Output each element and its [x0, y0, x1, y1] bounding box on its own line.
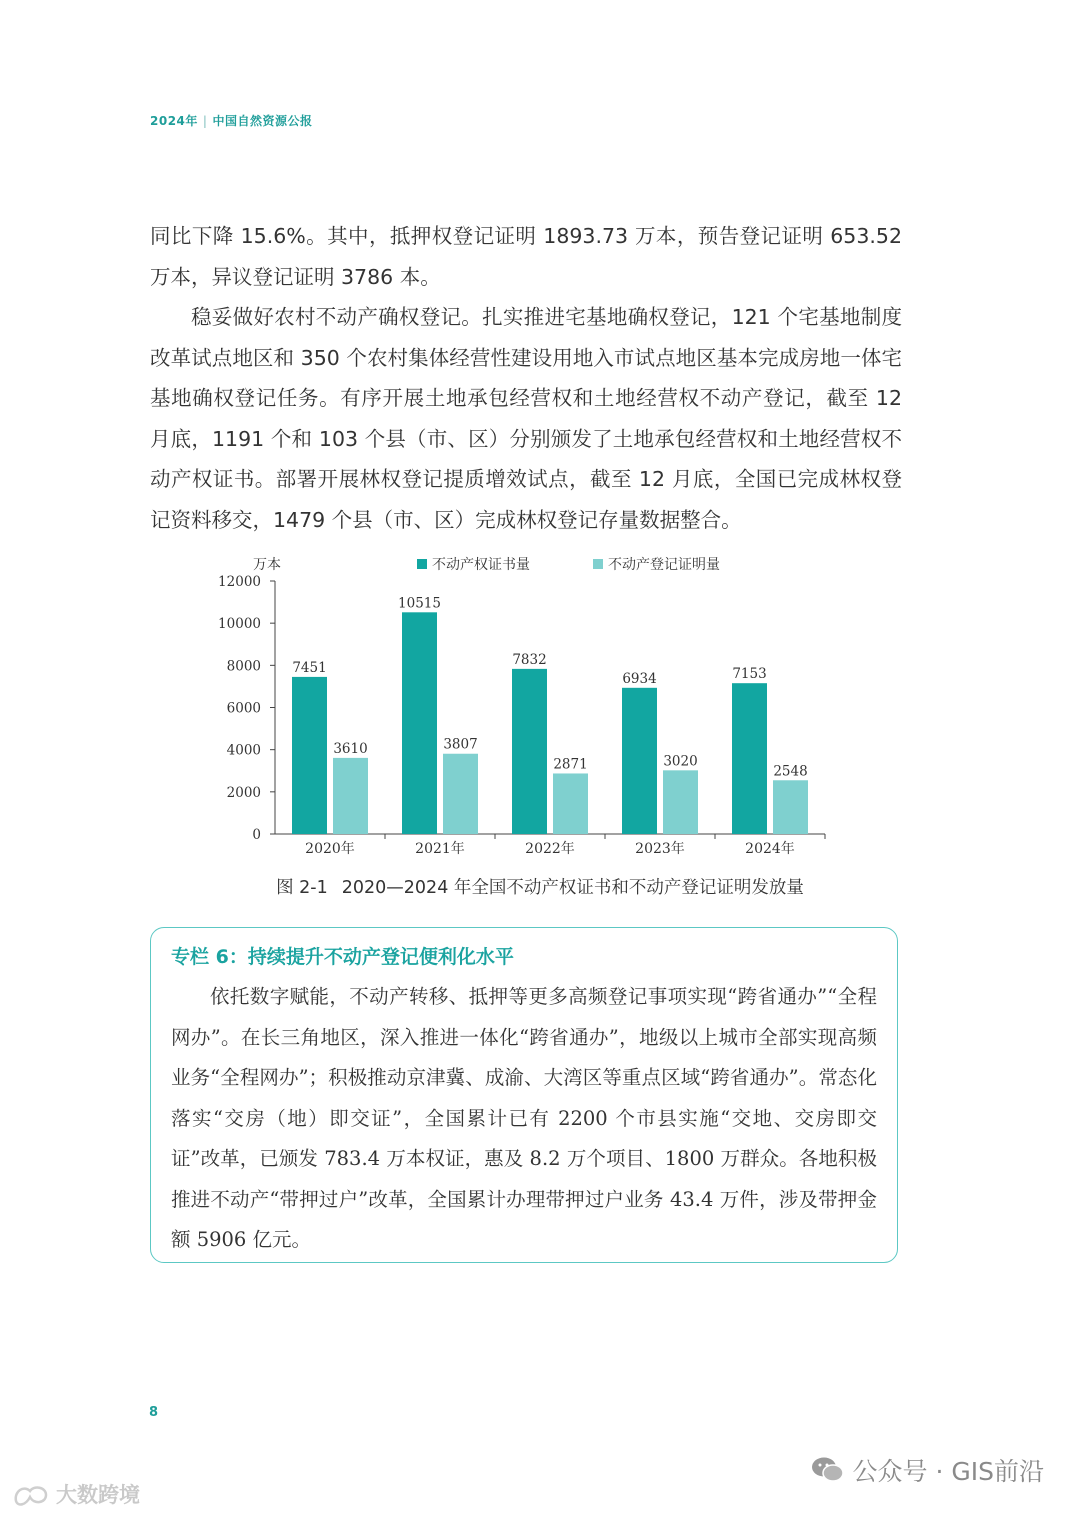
bar-certificates [512, 669, 547, 834]
figure-number: 图 2-1 [276, 878, 328, 898]
header-title: 中国自然资源公报 [212, 114, 313, 128]
bar-certificates [292, 677, 327, 834]
legend-swatch-2 [593, 559, 603, 569]
data-label: 10515 [398, 595, 441, 612]
header-year: 2024年 [150, 114, 198, 128]
bar-proofs [553, 773, 588, 834]
x-tick-label: 2021年 [415, 841, 465, 857]
sidebar-box [150, 927, 898, 1263]
data-label: 3807 [443, 736, 478, 753]
y-tick-label: 6000 [226, 700, 261, 717]
bar-chart-svg [200, 550, 860, 860]
watermark-left [12, 1479, 140, 1509]
paragraph-1: 同比下降 15.6%。其中，抵押权登记证明 1893.73 万本，预告登记证明 653.52 万本，异议登记证明 3786 本。 [150, 224, 902, 289]
bar-certificates [732, 683, 767, 834]
y-axis-label: 万本 [253, 557, 281, 573]
data-label: 7153 [732, 666, 767, 683]
bar-proofs [443, 754, 478, 834]
running-header [150, 112, 312, 129]
bar-proofs [773, 780, 808, 834]
watermark-right-text: 公众号 · GIS前沿 [852, 1457, 1044, 1486]
data-label: 3020 [663, 753, 698, 770]
bar-proofs [333, 758, 368, 834]
bar-chart [200, 550, 860, 860]
data-label: 6934 [622, 670, 657, 687]
x-tick-label: 2023年 [635, 841, 685, 857]
data-label: 3610 [333, 740, 368, 757]
data-label: 2548 [773, 763, 808, 780]
y-tick-label: 8000 [226, 658, 261, 675]
x-tick-label: 2022年 [525, 841, 575, 857]
y-tick-label: 0 [252, 827, 261, 843]
data-label: 7832 [512, 651, 547, 668]
y-tick-label: 12000 [218, 574, 261, 590]
y-tick-label: 4000 [226, 742, 261, 759]
y-tick-label: 10000 [218, 616, 261, 633]
header-separator: | [202, 114, 208, 128]
bar-proofs [663, 770, 698, 834]
legend-label-2: 不动产登记证明量 [608, 557, 720, 573]
bar-certificates [402, 612, 437, 834]
legend-label-1: 不动产权证书量 [432, 557, 530, 573]
figure-caption [0, 874, 1080, 899]
paragraph-2: 稳妥做好农村不动产确权登记。扎实推进宅基地确权登记，121 个宅基地制度改革试点地区和 350 个农村集体经营性建设用地入市试点地区基本完成房地一体宅基地确权登记任务。有序开展土地承包经营权和土地经营权不动产登记，截至 12 月底，1191 个和 103 个县（市、区）分别颁发了土地承包经营权和土地经营权不动产权证书。部署开展林权登记提质增效试点，截至 12 月底，全国已完成林权登记资料移交，1479 个县（市、区）完成林权登记存量数据整合。 [150, 305, 902, 532]
watermark-left-text: 大数跨境 [56, 1483, 140, 1507]
watermark-right [811, 1452, 1044, 1488]
wechat-icon [811, 1456, 845, 1484]
legend-swatch-1 [417, 559, 427, 569]
figure-caption-text: 2020—2024 年全国不动产权证书和不动产登记证明发放量 [341, 878, 804, 898]
box-title: 专栏 6：持续提升不动产登记便利化水平 [171, 946, 514, 968]
brand-logo-icon [12, 1481, 52, 1507]
x-tick-label: 2024年 [745, 841, 795, 857]
y-tick-label: 2000 [226, 784, 261, 801]
page-number: 8 [149, 1405, 159, 1420]
data-label: 2871 [553, 756, 588, 773]
box-body: 依托数字赋能，不动产转移、抵押等更多高频登记事项实现“跨省通办”“全程网办”。在长三角地区，深入推进一体化“跨省通办”，地级以上城市全部实现高频业务“全程网办”；积极推动京津冀、成渝、大湾区等重点区域“跨省通办”。常态化落实“交房（地）即交证”，全国累计已有 2200 个市县实施“交地、交房即交证”改革，已颁发 783.4 万本权证，惠及 8.2 万个项目、1800 万群众。各地积极推进不动产“带押过户”改革，全国累计办理带押过户业务 43.4 万件，涉及带押金额 5906 亿元。 [171, 985, 877, 1251]
bar-certificates [622, 688, 657, 834]
data-label: 7451 [292, 659, 327, 676]
x-tick-label: 2020年 [305, 841, 355, 857]
